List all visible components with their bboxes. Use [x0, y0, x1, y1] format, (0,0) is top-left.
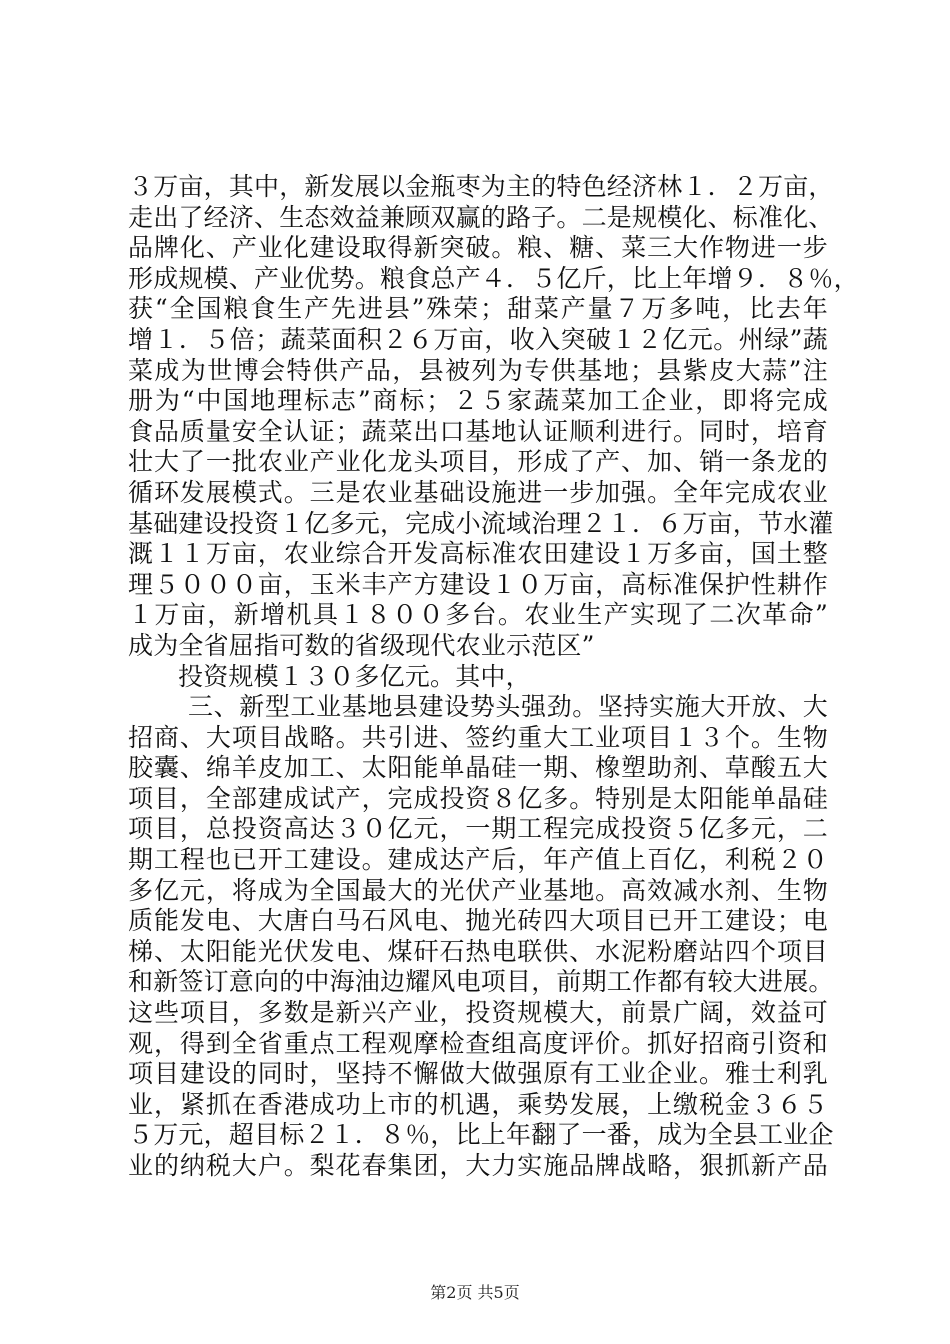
text-line: 形成规模、产业优势。粮食总产４．５亿斤，比上年增９．８％， — [128, 263, 859, 293]
text-line: ５万元，超目标２１．８％，比上年翻了一番，成为全县工业企 — [128, 1120, 834, 1150]
paragraph-investment — [128, 662, 828, 693]
text-line: 招商、大项目战略。共引进、签约重大工业项目１３个。生物 — [128, 722, 828, 752]
text-line: 期工程也已开工建设。建成达产后，年产值上百亿，利税２０ — [128, 845, 828, 875]
text-line: 溉１１万亩，农业综合开发高标准农田建设１万多亩，国土整 — [128, 539, 828, 569]
text-line: 观，得到全省重点工程观摩检查组高度评价。抓好招商引资和 — [128, 1028, 828, 1058]
text-line: 获“全国粮食生产先进县”殊荣；甜菜产量７万多吨，比去年 — [128, 294, 828, 324]
text-line: 项目，总投资高达３０亿元，一期工程完成投资５亿多元，二 — [128, 814, 828, 844]
text-line: 基础建设投资１亿多元，完成小流域治理２１．６万亩，节水灌 — [128, 508, 834, 538]
text-line: 业的纳税大户。梨花春集团，大力实施品牌战略，狠抓新产品 — [128, 1151, 828, 1180]
text-line: 和新签订意向的中海油边耀风电项目，前期工作都有较大进展。 — [128, 967, 834, 997]
text-line: 项目建设的同时，坚持不懈做大做强原有工业企业。雅士利乳 — [128, 1059, 828, 1089]
text-line: 业，紧抓在香港成功上市的机遇，乘势发展，上缴税金３６５ — [128, 1089, 828, 1119]
text-line: 品牌化、产业化建设取得新突破。粮、糖、菜三大作物进一步 — [128, 233, 828, 263]
text-line: 菜成为世博会特供产品，县被列为专供基地；县紫皮大蒜”注 — [128, 355, 828, 385]
text-line: 循环发展模式。三是农业基础设施进一步加强。全年完成农业 — [128, 477, 828, 507]
paragraph-agriculture — [128, 172, 859, 662]
text-line: 质能发电、大唐白马石风电、抛光砖四大项目已开工建设；电 — [128, 906, 828, 936]
text-line: 项目，全部建成试产，完成投资８亿多。特别是太阳能单晶硅 — [128, 783, 828, 813]
text-line: 理５０００亩，玉米丰产方建设１０万亩，高标准保护性耕作 — [128, 569, 828, 599]
text-line: 走出了经济、生态效益兼顾双赢的路子。二是规模化、标准化、 — [128, 202, 834, 232]
text-line: １万亩，新增机具１８００多台。农业生产实现了二次革命” — [128, 600, 828, 630]
text-line: 册为“中国地理标志”商标；２５家蔬菜加工企业，即将完成 — [128, 386, 828, 416]
text-line: 三、新型工业基地县建设势头强劲。坚持实施大开放、大 — [188, 692, 828, 722]
text-line: 这些项目，多数是新兴产业，投资规模大，前景广阔，效益可 — [128, 998, 828, 1028]
text-line: 多亿元，将成为全国最大的光伏产业基地。高效减水剂、生物 — [128, 875, 828, 905]
text-line: 投资规模１３０多亿元。其中， — [178, 661, 531, 691]
text-line: 梯、太阳能光伏发电、煤矸石热电联供、水泥粉磨站四个项目 — [128, 936, 828, 966]
text-line: 增１．５倍；蔬菜面积２６万亩，收入突破１２亿元。州绿”蔬 — [128, 324, 828, 354]
text-line: 成为全省屈指可数的省级现代农业示范区” — [128, 630, 595, 660]
page-number-footer: 第2页 共5页 — [430, 1283, 520, 1302]
document-body — [128, 172, 859, 1182]
text-line: ３万亩，其中，新发展以金瓶枣为主的特色经济林１．２万亩， — [128, 172, 834, 201]
paragraph-industry — [128, 692, 834, 1182]
text-line: 壮大了一批农业产业化龙头项目，形成了产、加、销一条龙的 — [128, 447, 828, 477]
text-line: 食品质量安全认证；蔬菜出口基地认证顺利进行。同时，培育 — [128, 416, 828, 446]
text-line: 胶囊、绵羊皮加工、太阳能单晶硅一期、橡塑助剂、草酸五大 — [128, 753, 828, 783]
